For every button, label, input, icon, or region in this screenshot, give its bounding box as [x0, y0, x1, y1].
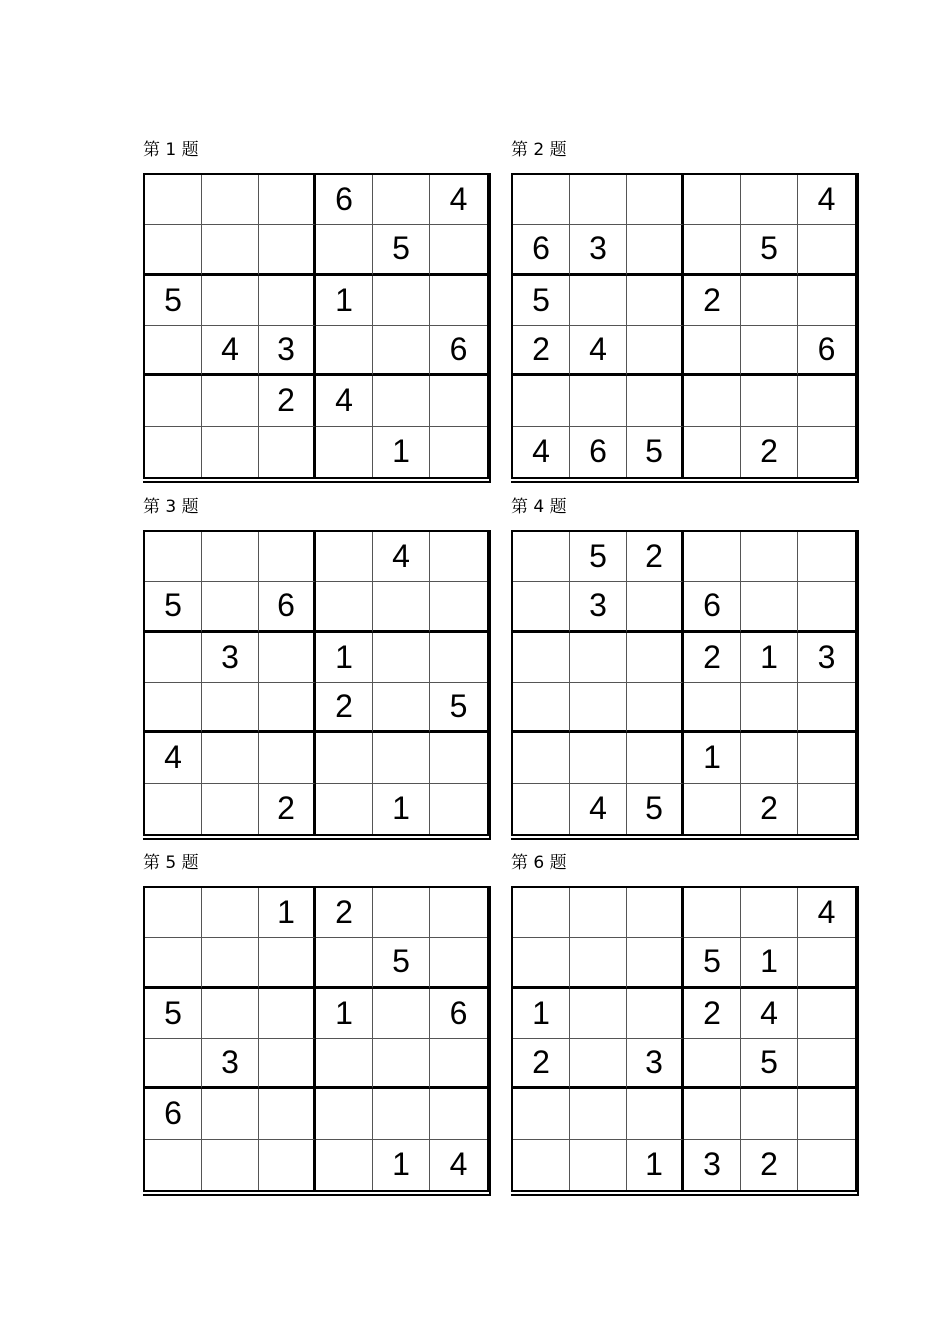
sudoku-cell[interactable]: 4: [449, 1146, 468, 1183]
sudoku-cell[interactable]: 3: [570, 582, 627, 632]
sudoku-cell[interactable]: [627, 633, 684, 683]
sudoku-cell[interactable]: [259, 633, 316, 683]
sudoku-cell[interactable]: [430, 225, 487, 275]
sudoku-cell[interactable]: [798, 733, 855, 783]
sudoku-cell[interactable]: [145, 175, 202, 225]
sudoku-cell[interactable]: [259, 1140, 316, 1190]
sudoku-cell[interactable]: 5: [741, 1039, 798, 1089]
sudoku-cell[interactable]: [627, 225, 684, 275]
sudoku-cell[interactable]: 2: [741, 784, 798, 834]
sudoku-cell[interactable]: 3: [202, 633, 259, 683]
sudoku-cell[interactable]: [259, 532, 316, 582]
sudoku-cell[interactable]: [570, 633, 627, 683]
sudoku-cell[interactable]: [430, 1089, 487, 1139]
sudoku-cell[interactable]: [741, 276, 798, 326]
sudoku-cell[interactable]: 2: [316, 683, 373, 733]
sudoku-cell[interactable]: [430, 938, 487, 988]
sudoku-cell[interactable]: [373, 175, 430, 225]
sudoku-cell[interactable]: [202, 175, 259, 225]
sudoku-cell[interactable]: [798, 225, 855, 275]
sudoku-cell[interactable]: 4: [430, 175, 487, 225]
sudoku-cell[interactable]: 5: [570, 532, 627, 582]
sudoku-cell[interactable]: [430, 427, 487, 477]
sudoku-cell[interactable]: [684, 175, 741, 225]
sudoku-cell[interactable]: 6: [145, 1089, 202, 1139]
sudoku-cell[interactable]: [373, 683, 430, 733]
sudoku-cell[interactable]: [373, 989, 430, 1039]
sudoku-cell[interactable]: [684, 427, 741, 477]
sudoku-cell[interactable]: 5: [741, 225, 798, 275]
sudoku-cell[interactable]: 1: [627, 1140, 684, 1190]
sudoku-cell[interactable]: [570, 1140, 627, 1190]
sudoku-cell[interactable]: [513, 784, 570, 834]
sudoku-cell[interactable]: 1: [259, 888, 316, 938]
sudoku-cell[interactable]: 5: [373, 225, 430, 275]
sudoku-cell[interactable]: [798, 784, 855, 834]
sudoku-cell[interactable]: 4: [513, 427, 570, 477]
sudoku-cell[interactable]: [684, 225, 741, 275]
sudoku-cell[interactable]: [684, 683, 741, 733]
sudoku-cell[interactable]: [316, 1089, 373, 1139]
sudoku-grid: [143, 530, 489, 836]
sudoku-cell[interactable]: [259, 1089, 316, 1139]
sudoku-cell[interactable]: [145, 784, 202, 834]
sudoku-cell[interactable]: [373, 326, 430, 376]
sudoku-cell[interactable]: [145, 532, 202, 582]
puzzle-title: 第 5 题: [143, 853, 199, 873]
sudoku-cell[interactable]: 5: [145, 989, 202, 1039]
sudoku-grid: [511, 173, 857, 479]
sudoku-cell[interactable]: [798, 427, 855, 477]
sudoku-cell[interactable]: [373, 633, 430, 683]
sudoku-cell[interactable]: 6: [316, 175, 373, 225]
sudoku-cell[interactable]: [627, 938, 684, 988]
sudoku-cell[interactable]: [798, 1140, 855, 1190]
sudoku-cell[interactable]: [513, 633, 570, 683]
sudoku-cell[interactable]: [570, 1039, 627, 1089]
sudoku-cell[interactable]: [513, 888, 570, 938]
sudoku-cell[interactable]: 5: [430, 683, 487, 733]
sudoku-cell[interactable]: 4: [373, 532, 430, 582]
sudoku-cell[interactable]: 5: [627, 427, 684, 477]
sudoku-cell[interactable]: [202, 582, 259, 632]
sudoku-cell[interactable]: [684, 888, 741, 938]
sudoku-cell[interactable]: [627, 888, 684, 938]
sudoku-cell[interactable]: [259, 683, 316, 733]
sudoku-cell[interactable]: 1: [741, 633, 798, 683]
puzzle-title: 第 4 题: [511, 497, 567, 517]
puzzle-title: 第 6 题: [511, 853, 567, 873]
sudoku-cell[interactable]: [570, 733, 627, 783]
sudoku-cell[interactable]: 1: [373, 1140, 430, 1190]
sudoku-cell[interactable]: [202, 733, 259, 783]
sudoku-cell[interactable]: [145, 888, 202, 938]
sudoku-cell[interactable]: [259, 427, 316, 477]
sudoku-cell[interactable]: [798, 683, 855, 733]
sudoku-cell[interactable]: 3: [202, 1039, 259, 1089]
sudoku-cell[interactable]: [259, 733, 316, 783]
sudoku-cell[interactable]: [373, 1089, 430, 1139]
sudoku-cell[interactable]: [741, 1089, 798, 1139]
sudoku-cell[interactable]: 6: [513, 225, 570, 275]
sudoku-cell[interactable]: 4: [798, 175, 855, 225]
sudoku-cell[interactable]: 1: [513, 989, 570, 1039]
sudoku-cell[interactable]: [798, 276, 855, 326]
sudoku-cell[interactable]: 5: [145, 276, 202, 326]
puzzle-title: 第 2 题: [511, 140, 567, 160]
sudoku-cell[interactable]: [570, 175, 627, 225]
sudoku-cell[interactable]: [513, 683, 570, 733]
sudoku-cell[interactable]: [684, 1039, 741, 1089]
sudoku-cell[interactable]: [627, 326, 684, 376]
sudoku-cell[interactable]: [684, 784, 741, 834]
sudoku-cell[interactable]: [513, 532, 570, 582]
sudoku-cell[interactable]: 4: [798, 888, 855, 938]
sudoku-cell[interactable]: [684, 326, 741, 376]
sudoku-cell[interactable]: [513, 376, 570, 426]
sudoku-cell[interactable]: [627, 1089, 684, 1139]
sudoku-cell[interactable]: [627, 276, 684, 326]
sudoku-cell[interactable]: [741, 733, 798, 783]
sudoku-cell[interactable]: [373, 376, 430, 426]
sudoku-cell[interactable]: [798, 1039, 855, 1089]
sudoku-cell[interactable]: [570, 938, 627, 988]
sudoku-cell[interactable]: 1: [741, 938, 798, 988]
sudoku-cell[interactable]: [373, 888, 430, 938]
sudoku-cell[interactable]: [798, 938, 855, 988]
sudoku-cell[interactable]: [741, 175, 798, 225]
sudoku-cell[interactable]: 2: [513, 326, 570, 376]
sudoku-cell[interactable]: [627, 989, 684, 1039]
sudoku-cell[interactable]: 1: [373, 784, 430, 834]
sudoku-cell[interactable]: [202, 888, 259, 938]
sudoku-cell[interactable]: 6: [798, 326, 855, 376]
sudoku-cell[interactable]: [627, 582, 684, 632]
sudoku-cell[interactable]: 1: [316, 276, 373, 326]
sudoku-cell[interactable]: 3: [684, 1140, 741, 1190]
sudoku-cell[interactable]: [627, 733, 684, 783]
sudoku-cell[interactable]: 3: [570, 225, 627, 275]
sudoku-cell[interactable]: [202, 225, 259, 275]
sudoku-cell[interactable]: [259, 175, 316, 225]
sudoku-cell[interactable]: 2: [741, 427, 798, 477]
sudoku-cell[interactable]: [316, 784, 373, 834]
sudoku-cell[interactable]: [570, 376, 627, 426]
sudoku-cell[interactable]: 1: [684, 733, 741, 783]
sudoku-cell[interactable]: [798, 376, 855, 426]
sudoku-cell[interactable]: [741, 532, 798, 582]
sudoku-cell[interactable]: [145, 1039, 202, 1089]
sudoku-cell[interactable]: 5: [373, 938, 430, 988]
sudoku-cell[interactable]: 1: [373, 427, 430, 477]
sudoku-cell[interactable]: [202, 938, 259, 988]
sudoku-cell[interactable]: 2: [513, 1039, 570, 1089]
sudoku-cell[interactable]: [145, 938, 202, 988]
sudoku-cell[interactable]: 6: [570, 427, 627, 477]
sudoku-cell[interactable]: [316, 326, 373, 376]
sudoku-cell[interactable]: [145, 376, 202, 426]
sudoku-cell[interactable]: 4: [570, 784, 627, 834]
sudoku-cell[interactable]: 4: [741, 989, 798, 1039]
sudoku-cell[interactable]: [627, 175, 684, 225]
sudoku-cell[interactable]: [684, 532, 741, 582]
sudoku-cell[interactable]: [570, 276, 627, 326]
sudoku-cell[interactable]: [684, 1089, 741, 1139]
sudoku-grid: [511, 530, 857, 836]
puzzle-title: 第 1 题: [143, 140, 199, 160]
sudoku-cell[interactable]: [513, 733, 570, 783]
sudoku-cell[interactable]: [259, 225, 316, 275]
sudoku-cell[interactable]: [202, 1140, 259, 1190]
sudoku-cell[interactable]: [684, 376, 741, 426]
sudoku-cell[interactable]: 4: [145, 733, 202, 783]
sudoku-cell[interactable]: [316, 532, 373, 582]
sudoku-cell[interactable]: [570, 1089, 627, 1139]
sudoku-cell[interactable]: [430, 784, 487, 834]
sudoku-cell[interactable]: [798, 989, 855, 1039]
sudoku-cell[interactable]: [570, 888, 627, 938]
sudoku-cell[interactable]: [316, 225, 373, 275]
sudoku-cell[interactable]: [145, 225, 202, 275]
sudoku-cell[interactable]: [145, 633, 202, 683]
sudoku-cell[interactable]: 2: [684, 276, 741, 326]
sudoku-cell[interactable]: 5: [684, 938, 741, 988]
sudoku-cell[interactable]: [513, 938, 570, 988]
sudoku-cell[interactable]: [145, 683, 202, 733]
sudoku-grid: [143, 173, 489, 479]
sudoku-cell[interactable]: 6: [684, 582, 741, 632]
sudoku-cell[interactable]: [430, 276, 487, 326]
sudoku-cell[interactable]: [798, 532, 855, 582]
sudoku-cell[interactable]: [513, 1140, 570, 1190]
sudoku-cell[interactable]: [316, 938, 373, 988]
sudoku-cell[interactable]: [316, 1039, 373, 1089]
sudoku-cell[interactable]: 2: [684, 989, 741, 1039]
sudoku-cell[interactable]: [430, 1039, 487, 1089]
sudoku-cell[interactable]: [202, 784, 259, 834]
sudoku-grid: [143, 886, 489, 1192]
sudoku-cell[interactable]: 5: [513, 276, 570, 326]
sudoku-cell[interactable]: [145, 326, 202, 376]
sudoku-cell[interactable]: [259, 989, 316, 1039]
sudoku-cell[interactable]: [373, 733, 430, 783]
sudoku-cell[interactable]: [316, 582, 373, 632]
sudoku-cell[interactable]: [373, 1039, 430, 1089]
sudoku-cell[interactable]: [741, 376, 798, 426]
sudoku-cell[interactable]: 2: [259, 784, 316, 834]
sudoku-cell[interactable]: [513, 175, 570, 225]
sudoku-cell[interactable]: 3: [798, 633, 855, 683]
sudoku-cell[interactable]: [513, 582, 570, 632]
sudoku-cell[interactable]: [570, 683, 627, 733]
sudoku-cell[interactable]: [373, 276, 430, 326]
sudoku-cell[interactable]: [741, 683, 798, 733]
sudoku-cell[interactable]: 3: [259, 326, 316, 376]
sudoku-cell[interactable]: [316, 427, 373, 477]
sudoku-cell[interactable]: 1: [316, 633, 373, 683]
sudoku-cell[interactable]: [259, 1039, 316, 1089]
sudoku-cell[interactable]: 6: [259, 582, 316, 632]
sudoku-cell[interactable]: 5: [145, 582, 202, 632]
sudoku-cell[interactable]: 2: [259, 376, 316, 426]
sudoku-cell[interactable]: [627, 683, 684, 733]
sudoku-cell[interactable]: [373, 582, 430, 632]
sudoku-cell[interactable]: [741, 582, 798, 632]
sudoku-cell[interactable]: 2: [316, 888, 373, 938]
sudoku-cell[interactable]: [145, 1140, 202, 1190]
sudoku-cell[interactable]: [259, 276, 316, 326]
puzzle-title: 第 3 题: [143, 497, 199, 517]
sudoku-cell[interactable]: [202, 989, 259, 1039]
sudoku-cell[interactable]: [202, 376, 259, 426]
sudoku-cell[interactable]: [430, 888, 487, 938]
sudoku-cell[interactable]: 5: [627, 784, 684, 834]
sudoku-cell[interactable]: [430, 733, 487, 783]
sudoku-cell[interactable]: 6: [430, 989, 487, 1039]
sudoku-cell[interactable]: 1: [316, 989, 373, 1039]
sudoku-cell[interactable]: [202, 276, 259, 326]
sudoku-cell[interactable]: 4: [570, 326, 627, 376]
sudoku-cell[interactable]: [430, 582, 487, 632]
sudoku-grid: [511, 886, 857, 1192]
sudoku-cell[interactable]: [798, 1089, 855, 1139]
sudoku-cell[interactable]: [202, 1089, 259, 1139]
sudoku-cell[interactable]: [316, 1140, 373, 1190]
sudoku-cell[interactable]: [316, 733, 373, 783]
sudoku-cell[interactable]: [430, 633, 487, 683]
sudoku-cell[interactable]: [741, 888, 798, 938]
sudoku-cell[interactable]: [202, 532, 259, 582]
sudoku-cell[interactable]: 2: [741, 1140, 798, 1190]
sudoku-cell[interactable]: [430, 376, 487, 426]
sudoku-cell[interactable]: [798, 582, 855, 632]
sudoku-cell[interactable]: [741, 326, 798, 376]
sudoku-cell[interactable]: [627, 376, 684, 426]
sudoku-cell[interactable]: 3: [627, 1039, 684, 1089]
sudoku-cell[interactable]: [145, 427, 202, 477]
sudoku-cell[interactable]: [202, 683, 259, 733]
sudoku-cell[interactable]: 6: [430, 326, 487, 376]
sudoku-cell[interactable]: [570, 989, 627, 1039]
sudoku-cell[interactable]: 4: [202, 326, 259, 376]
sudoku-cell[interactable]: 2: [684, 633, 741, 683]
sudoku-cell[interactable]: [513, 1089, 570, 1139]
sudoku-cell[interactable]: 2: [627, 532, 684, 582]
sudoku-cell[interactable]: [430, 532, 487, 582]
sudoku-cell[interactable]: [202, 427, 259, 477]
sudoku-cell[interactable]: [259, 938, 316, 988]
sudoku-cell[interactable]: 4: [316, 376, 373, 426]
